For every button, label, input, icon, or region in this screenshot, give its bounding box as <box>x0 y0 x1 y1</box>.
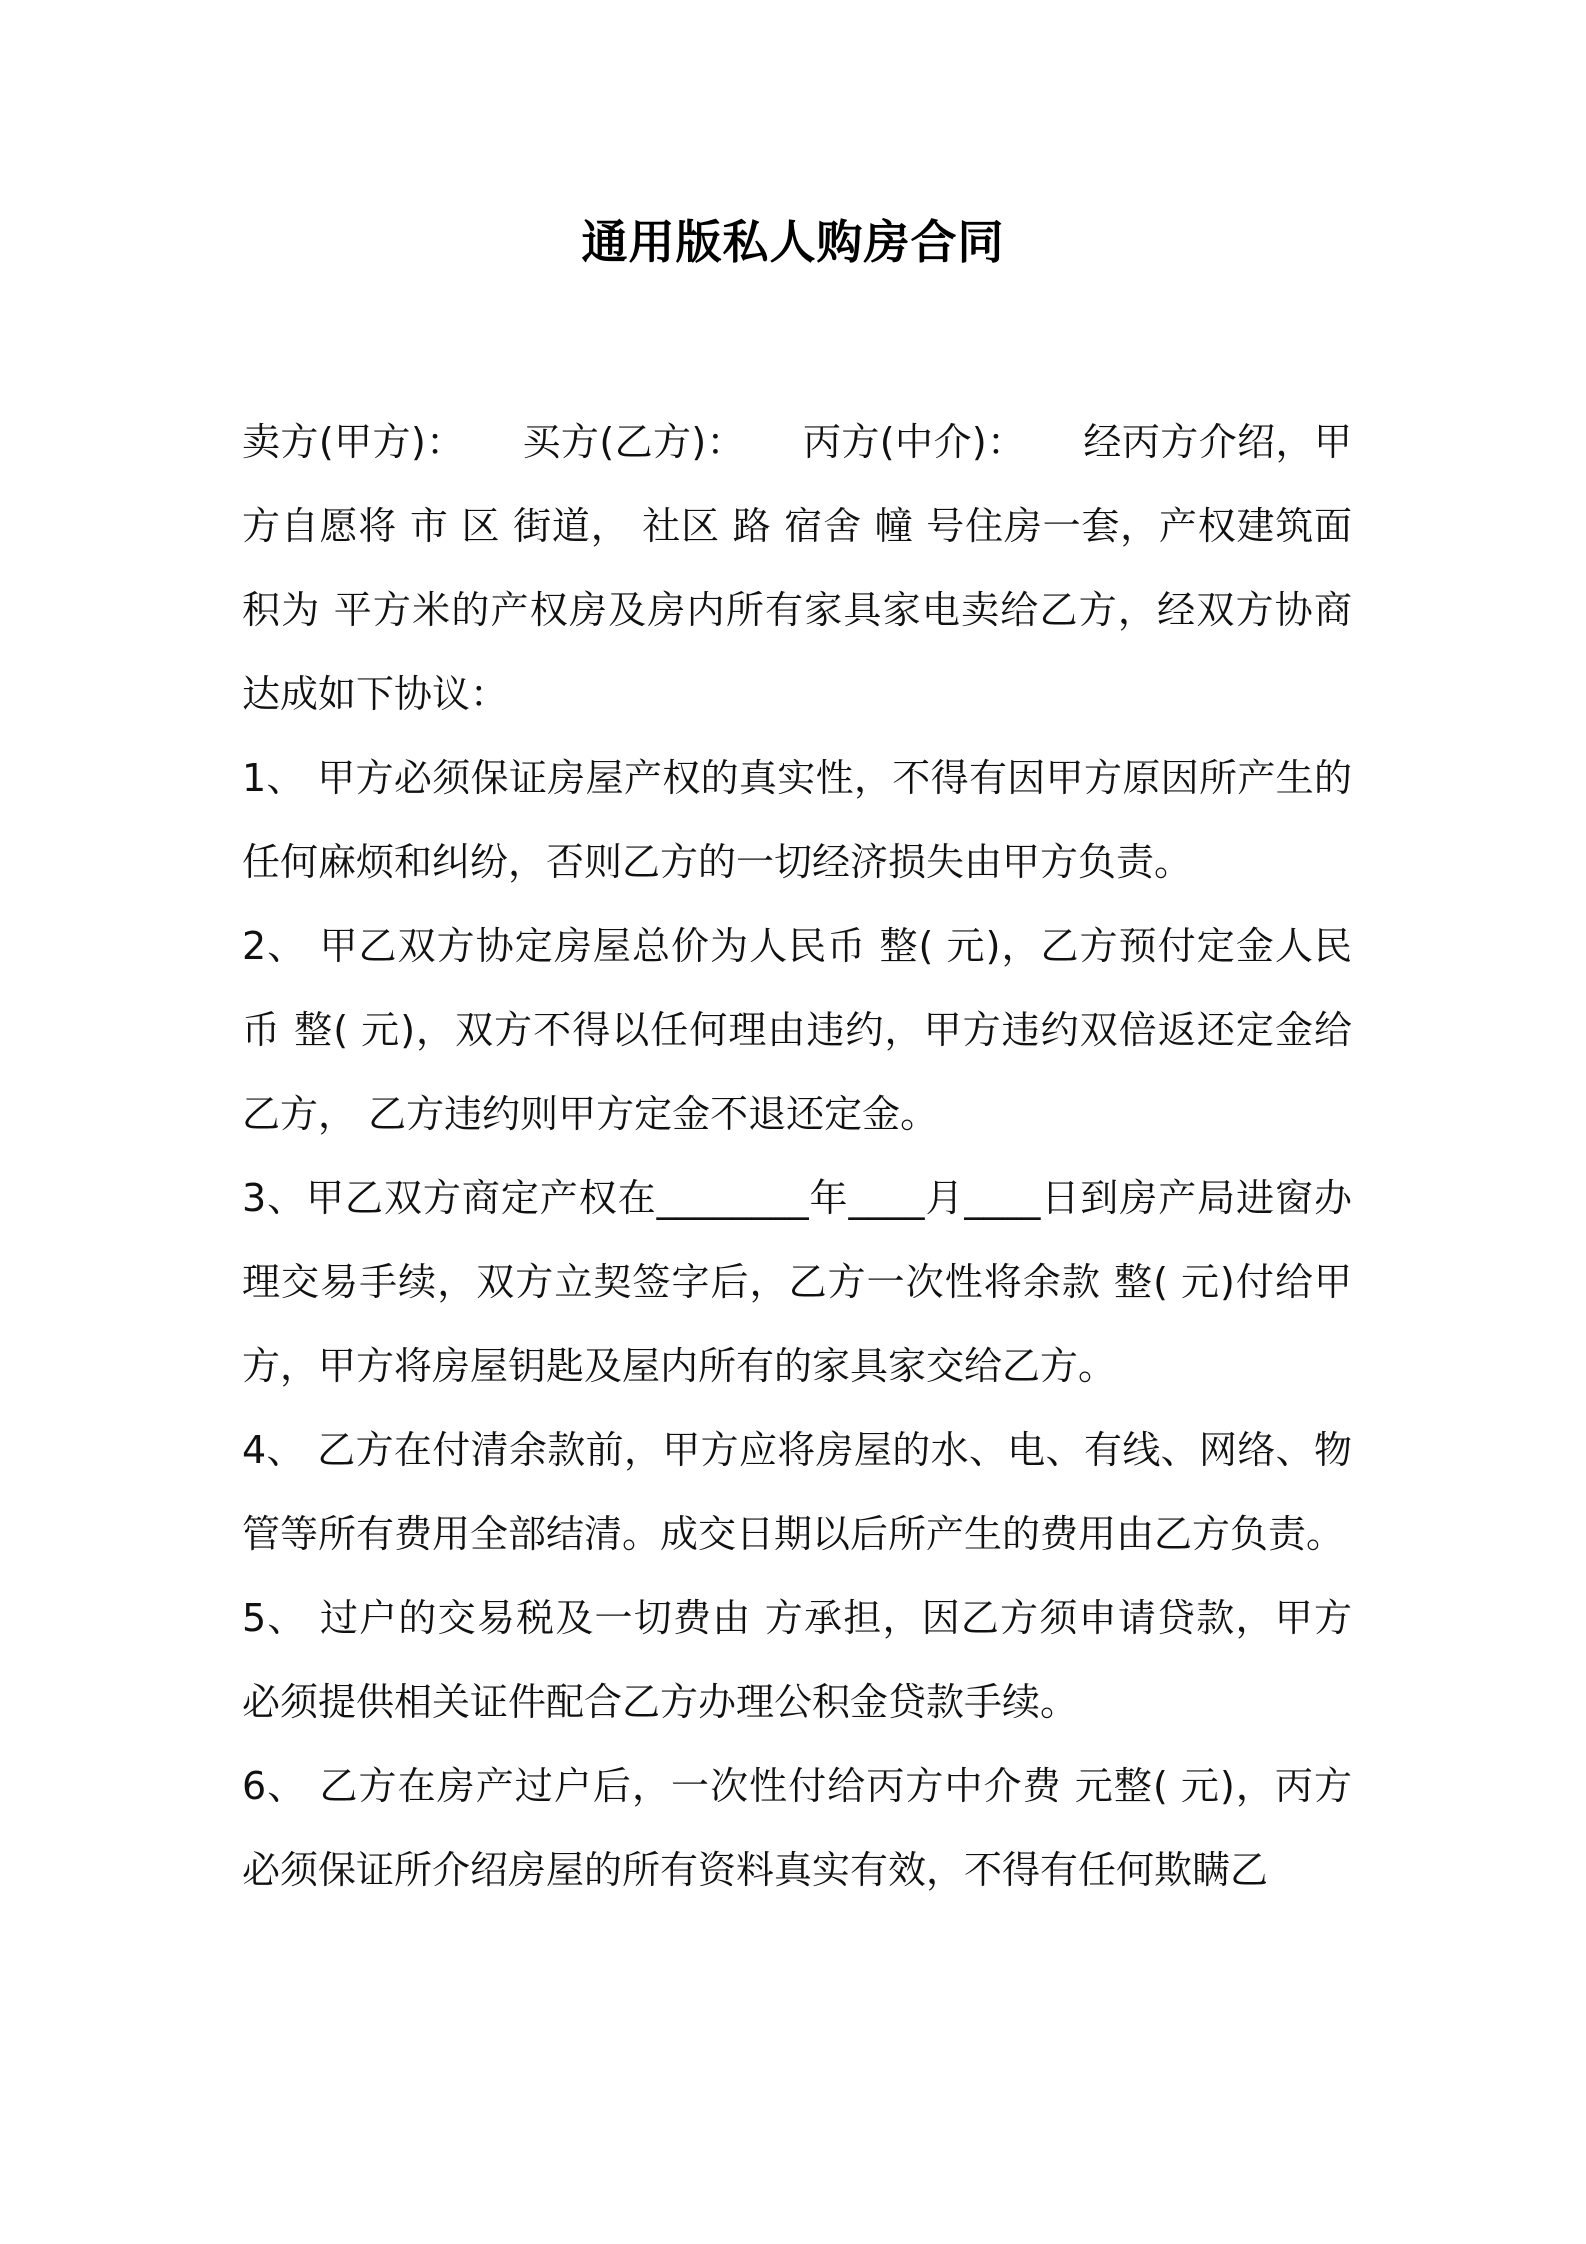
clause-4: 4、 乙方在付清余款前，甲方应将房屋的水、电、有线、网络、物管等所有费用全部结清。成交日期以后所产生的费用由乙方负责。 <box>242 1428 1352 1556</box>
clause-5: 5、 过户的交易税及一切费由 方承担，因乙方须申请贷款，甲方必须提供相关证件配合乙方办理公积金贷款手续。 <box>242 1596 1352 1724</box>
clause-2: 2、 甲乙双方协定房屋总价为人民币 整( 元)，乙方预付定金人民币 整( 元)，双方不得以任何理由违约，甲方违约双倍返还定金给乙方， 乙方违约则甲方定金不退还定金。 <box>242 924 1352 1136</box>
clause-6: 6、 乙方在房产过户后，一次性付给丙方中介费 元整( 元)，丙方必须保证所介绍房屋的所有资料真实有效，不得有任何欺瞒乙 <box>242 1764 1352 1892</box>
intro-paragraph: 卖方(甲方)： 买方(乙方)： 丙方(中介)： 经丙方介绍，甲方自愿将 市 区 街道， 社区 路 宿舍 幢 号住房一套，产权建筑面积为 平方米的产权房及房内所有家具家电卖给乙方，经双方协商达成如下协议： <box>242 420 1352 716</box>
clause-3: 3、甲乙双方商定产权在________年____月____日到房产局进窗办理交易手续，双方立契签字后，乙方一次性将余款 整( 元)付给甲方，甲方将房屋钥匙及屋内所有的家具家交给乙方。 <box>242 1176 1352 1388</box>
contract-body <box>242 400 1352 1912</box>
document-title: 通用版私人购房合同 <box>581 215 1005 269</box>
clause-1: 1、 甲方必须保证房屋产权的真实性，不得有因甲方原因所产生的任何麻烦和纠纷，否则乙方的一切经济损失由甲方负责。 <box>242 756 1352 884</box>
